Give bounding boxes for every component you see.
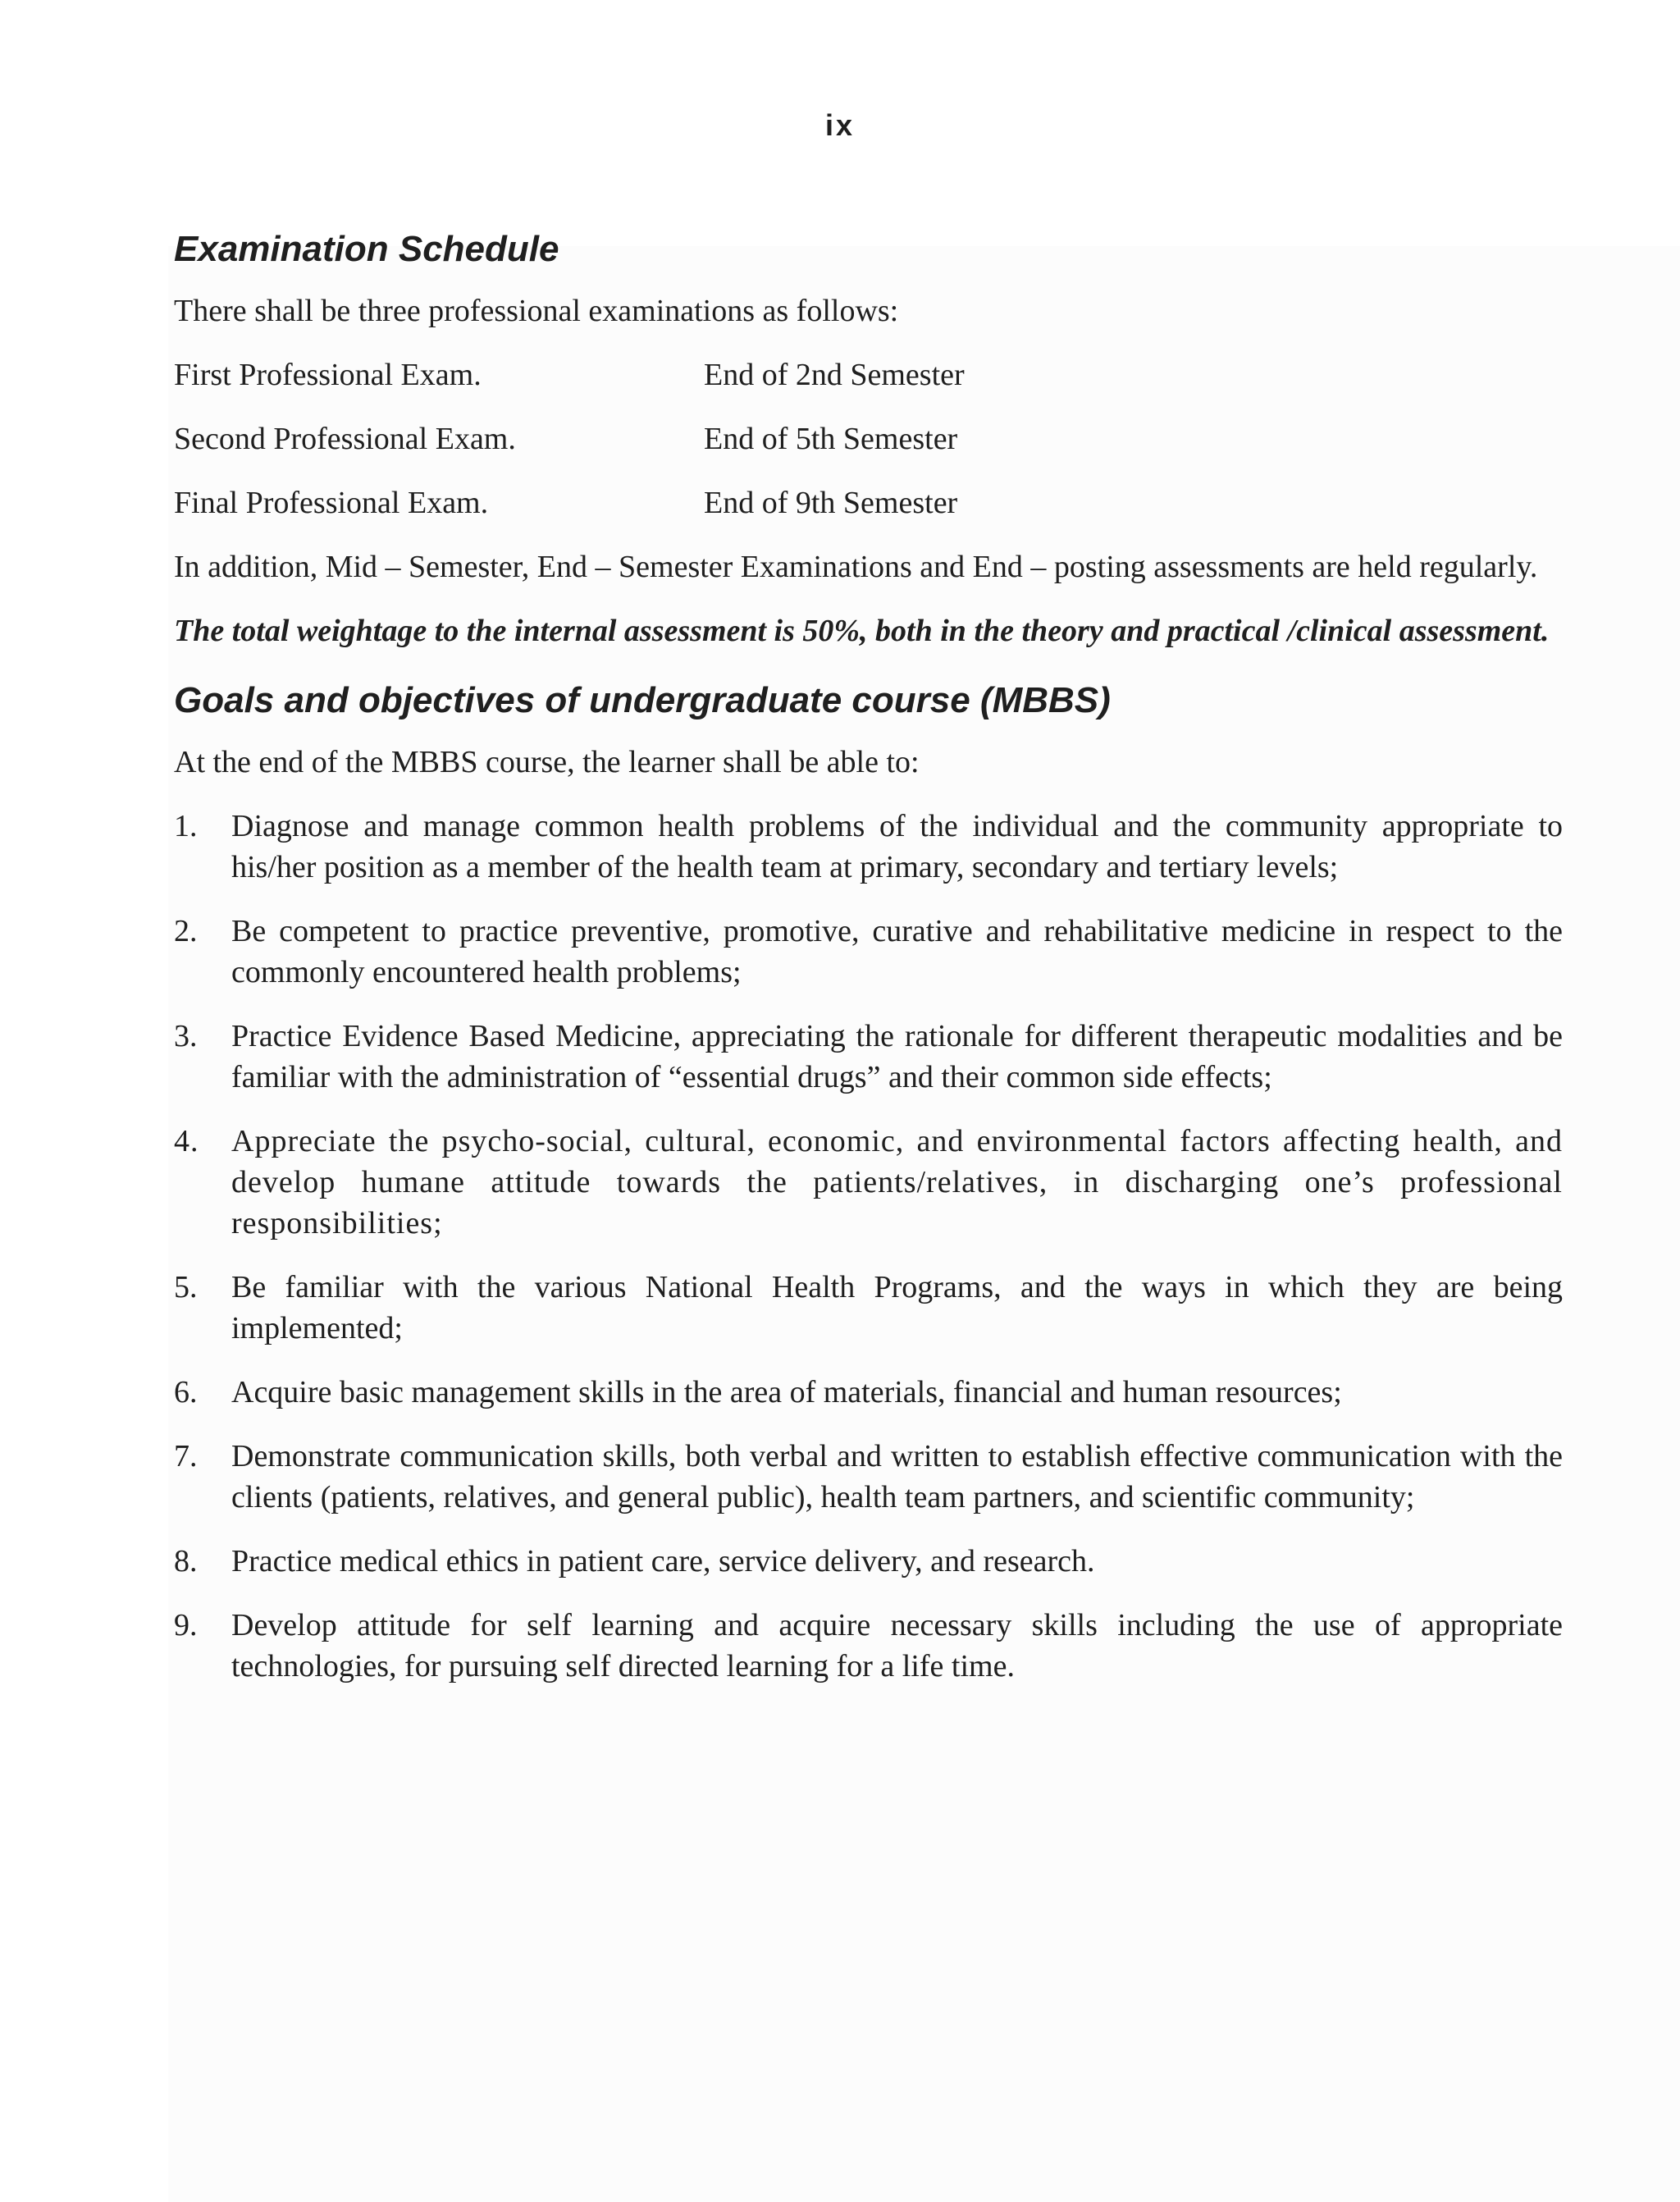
- list-item-text: Diagnose and manage common health problems of the individual and the community appropriate to his/her position as a member of the health team at primary, secondary and tertiary levels;: [231, 809, 1563, 884]
- list-item: [174, 1016, 1563, 1098]
- list-item: [174, 806, 1563, 888]
- page-number: ix: [824, 108, 856, 142]
- list-item-number: 2.: [174, 914, 198, 948]
- schedule-exam: Second Professional Exam.: [174, 422, 516, 456]
- schedule-row: [174, 418, 1563, 459]
- list-item-number: 1.: [174, 809, 198, 843]
- goals-heading: Goals and objectives of undergraduate course (MBBS): [174, 680, 1111, 720]
- list-item: [174, 1267, 1563, 1349]
- exam-schedule-heading: Examination Schedule: [174, 229, 559, 269]
- list-item-text: Acquire basic management skills in the area of materials, financial and human resources;: [231, 1375, 1342, 1409]
- goals-intro: At the end of the MBBS course, the learner shall be able to:: [174, 745, 920, 779]
- list-item: [174, 1436, 1563, 1518]
- list-item: [174, 1541, 1563, 1582]
- goals-list: [174, 806, 1563, 1687]
- schedule-exam: First Professional Exam.: [174, 358, 482, 392]
- exam-intro: There shall be three professional examinations as follows:: [174, 294, 899, 328]
- list-item-number: 4.: [174, 1124, 199, 1158]
- list-item-text: Be competent to practice preventive, promotive, curative and rehabilitative medicine in respect to the commonly encountered health problems;: [231, 914, 1563, 989]
- list-item-text: Appreciate the psycho-social, cultural, economic, and environmental factors affecting health, and develop humane attitude towards the patients/relatives, in discharging one’s professional responsibilities;: [231, 1124, 1563, 1240]
- list-item: [174, 1605, 1563, 1687]
- page-content: [174, 223, 1563, 1710]
- schedule-row: [174, 354, 1563, 395]
- list-item: [174, 911, 1563, 993]
- list-item-number: 9.: [174, 1608, 198, 1642]
- schedule-row: [174, 482, 1563, 523]
- schedule-exam: Final Professional Exam.: [174, 486, 489, 520]
- list-item-number: 5.: [174, 1270, 198, 1304]
- schedule-timing: End of 9th Semester: [704, 486, 958, 520]
- weightage-note: The total weightage to the internal assessment is 50%, both in the theory and practical /clinical assessment.: [174, 614, 1550, 648]
- list-item-number: 8.: [174, 1544, 198, 1578]
- assessment-addition: In addition, Mid – Semester, End – Semester Examinations and End – posting assessments are held regularly.: [174, 550, 1538, 584]
- list-item-text: Practice medical ethics in patient care, service delivery, and research.: [231, 1544, 1095, 1578]
- schedule-timing: End of 5th Semester: [704, 422, 958, 456]
- schedule-timing: End of 2nd Semester: [704, 358, 965, 392]
- list-item: [174, 1372, 1563, 1413]
- list-item: [174, 1121, 1563, 1244]
- list-item-number: 3.: [174, 1019, 198, 1053]
- list-item-text: Be familiar with the various National Health Programs, and the ways in which they are being implemented;: [231, 1270, 1563, 1345]
- list-item-text: Demonstrate communication skills, both verbal and written to establish effective communication with the clients (patients, relatives, and general public), health team partners, and scientific community;: [231, 1439, 1563, 1514]
- list-item-text: Practice Evidence Based Medicine, appreciating the rationale for different therapeutic modalities and be familiar with the administration of “essential drugs” and their common side effects;: [231, 1019, 1563, 1094]
- list-item-number: 6.: [174, 1375, 198, 1409]
- list-item-number: 7.: [174, 1439, 198, 1473]
- list-item-text: Develop attitude for self learning and acquire necessary skills including the use of appropriate technologies, for pursuing self directed learning for a life time.: [231, 1608, 1563, 1683]
